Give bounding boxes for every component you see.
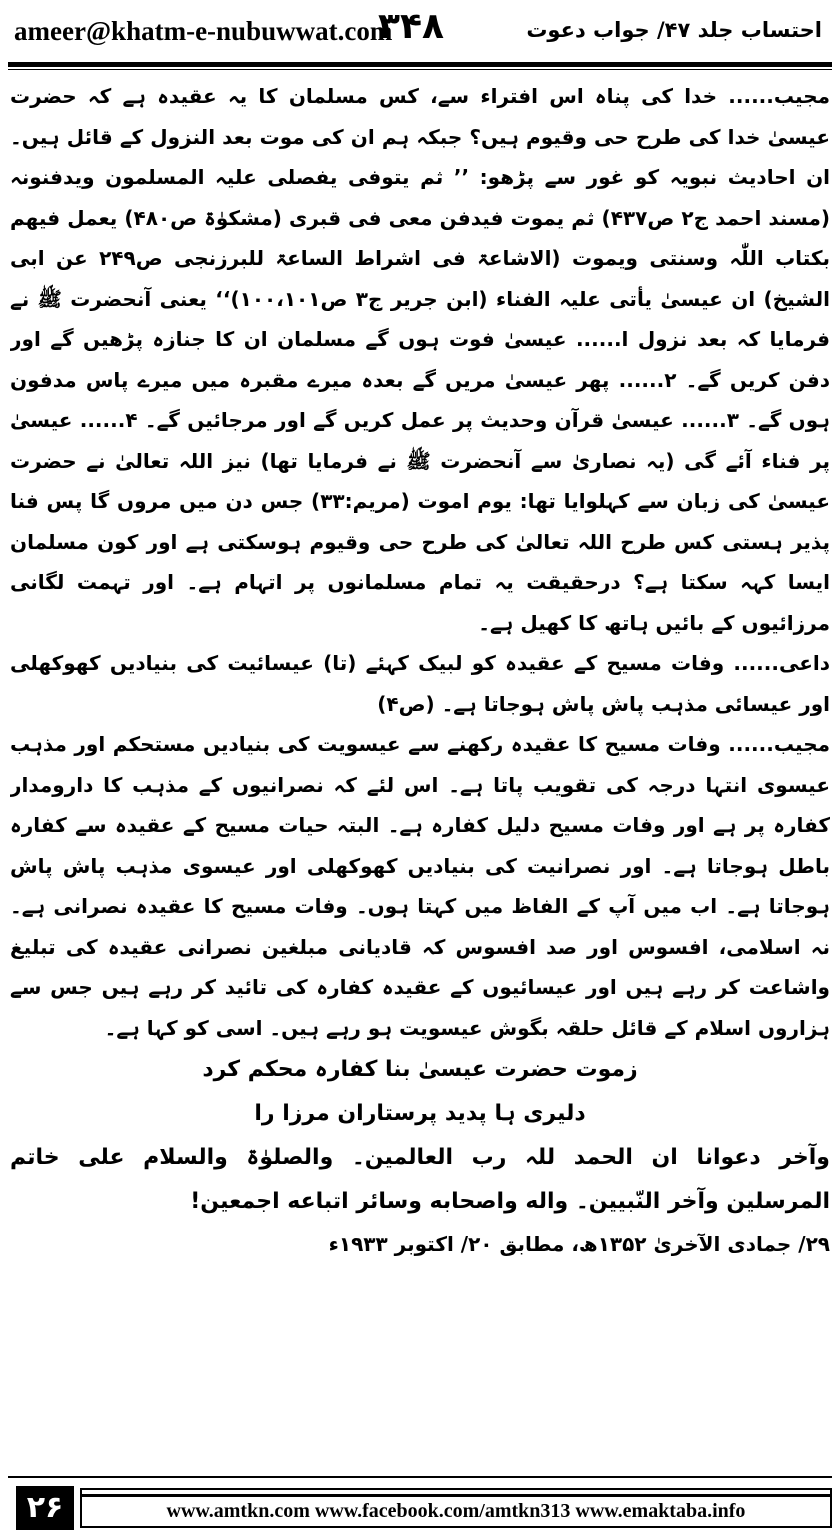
date-line: ۲۹/ جمادی الآخریٰ ۱۳۵۲ھ، مطابق ۲۰/ اکتوبر ۱۹۳۳ء <box>328 1232 830 1256</box>
paragraph-dai <box>10 643 830 724</box>
verse-line-1: زموت حضرت عیسیٰ بنا کفارہ محکم کرد <box>202 1057 638 1082</box>
paragraph-text: ...... خدا کی پناہ اس افتراء سے، کس مسلمان کا یہ عقیدہ ہے کہ حضرت عیسیٰ خدا کی طرح حی وقیوم ہیں؟ جبکہ ہم ان کی موت بعد النزول کے قائل ہیں۔ ان احادیث نبویہ کو غور سے پڑھو: ’’ ثم یتوفی یفصلی علیہ المسلمون ویدفنونہ (مسند احمد ج۲ ص۴۳۷) ثم یموت فیدفن معی فی قبری (مشکوٰۃ ص۴۸۰) یعمل فیھم بکتاب اللّٰہ وسنتی ویموت (الاشاعۃ فی اشراط الساعۃ للبرزنجی ص۲۴۹ عن ابی الشیخ) ان عیسیٰ یأتی علیہ الفناء (ابن جریر ج۳ ص۱۰۰،۱۰۱)‘‘ یعنی آنحضرت ﷺ نے فرمایا کہ بعد نزول ا...... عیسیٰ فوت ہوں گے مسلمان ان کا جنازہ پڑھیں گے اور دفن کریں گے۔ ۲...... پھر عیسیٰ مریں گے بعدہ میرے مقبرہ میں میرے پاس مدفون ہوں گے۔ ۳...... عیسیٰ قرآن وحدیث پر عمل کریں گے اور مرجائیں گے۔ ۴...... عیسیٰ پر فناء آئے گی (یہ نصاریٰ سے آنحضرت ﷺ نے فرمایا تھا) نیز اللہ تعالیٰ نے حضرت عیسیٰ کی زبان سے کہلوایا تھا: یوم اموت (مریم:۳۳) جس دن میں مروں گا پس فنا پذیر ہستی کس طرح اللہ تعالیٰ کی طرح حی وقیوم ہوسکتی ہے اور کون مسلمان ایسا کہہ سکتا ہے؟ درحقیقت یہ تمام مسلمانوں پر اتہام ہے۔ اور تہمت لگانی مرزائیوں کے بائیں ہاتھ کا کھیل ہے۔ <box>10 84 830 635</box>
footer-page-number: ۲۶ <box>16 1486 74 1530</box>
speaker-label: داعی <box>778 651 830 675</box>
page-footer <box>0 1476 840 1540</box>
paragraph-text: ...... وفات مسیح کا عقیدہ رکھنے سے عیسویت کی بنیادیں مستحکم اور مذہب عیسوی انتہا درجہ کی تقویب پاتا ہے۔ اس لئے کہ نصرانیوں کے مذہب کا دارومدار کفارہ پر ہے اور وفات مسیح دلیل کفارہ ہے۔ البتہ حیات مسیح کے عقیدہ سے کفارہ باطل ہوجاتا ہے۔ اور نصرانیت کی بنیادیں کھوکھلی اور عیسوی مذہب پاش پاش ہوجاتا ہے۔ اب میں آپ کے الفاظ میں کہتا ہوں۔ وفات مسیح کا عقیدہ نصرانی ہے۔ نہ اسلامی، افسوس اور صد افسوس کہ قادیانی مبلغین نصرانی عقیدہ کی تبلیغ واشاعت کر رہے ہیں اور عیسائیوں کے عقیدہ کفارہ کی تائید کر رہے ہیں جس سے ہزاروں اسلام کے قائل حلقہ بگوش عیسویت ہو رہے ہیں۔ اسی کو کہا ہے۔ <box>10 732 830 1040</box>
header-rule <box>8 62 832 67</box>
closing-prayer: وآخر دعوانا ان الحمد للہ رب العالمین۔ والصلوٰۃ والسلام علی خاتم المرسلین وآخر النّبیین۔ واله واصحابه وسائر اتباعه اجمعین! <box>10 1145 830 1214</box>
page-body <box>10 76 830 1468</box>
footer-links: www.amtkn.com www.facebook.com/amtkn313 www.emaktaba.info <box>166 1500 746 1522</box>
footer-rule <box>8 1476 832 1478</box>
paragraph-mujib-1 <box>10 76 830 643</box>
footer-bar-rule <box>82 1494 830 1497</box>
page-header <box>0 0 840 62</box>
header-page-number: ۳۴۸ <box>378 6 444 47</box>
paragraph-text: ...... وفات مسیح کے عقیدہ کو لبیک کہئے (تا) عیسائیت کی بنیادیں کھوکھلی اور عیسائی مذہب پاش پاش ہوجاتا ہے۔ (ص۴) <box>10 651 830 716</box>
header-rule-thin <box>8 69 832 70</box>
header-running-title: احتساب جلد ۴۷/ جواب دعوت <box>526 18 822 42</box>
paragraph-mujib-2 <box>10 724 830 1048</box>
speaker-label: مجیب <box>773 84 830 108</box>
footer-link-bar <box>80 1488 832 1528</box>
verse-line-2: دلیری ہا پدید پرستاران مرزا را <box>254 1101 586 1126</box>
header-email: ameer@khatm-e-nubuwwat.com <box>14 16 393 46</box>
speaker-label: مجیب <box>773 732 830 756</box>
